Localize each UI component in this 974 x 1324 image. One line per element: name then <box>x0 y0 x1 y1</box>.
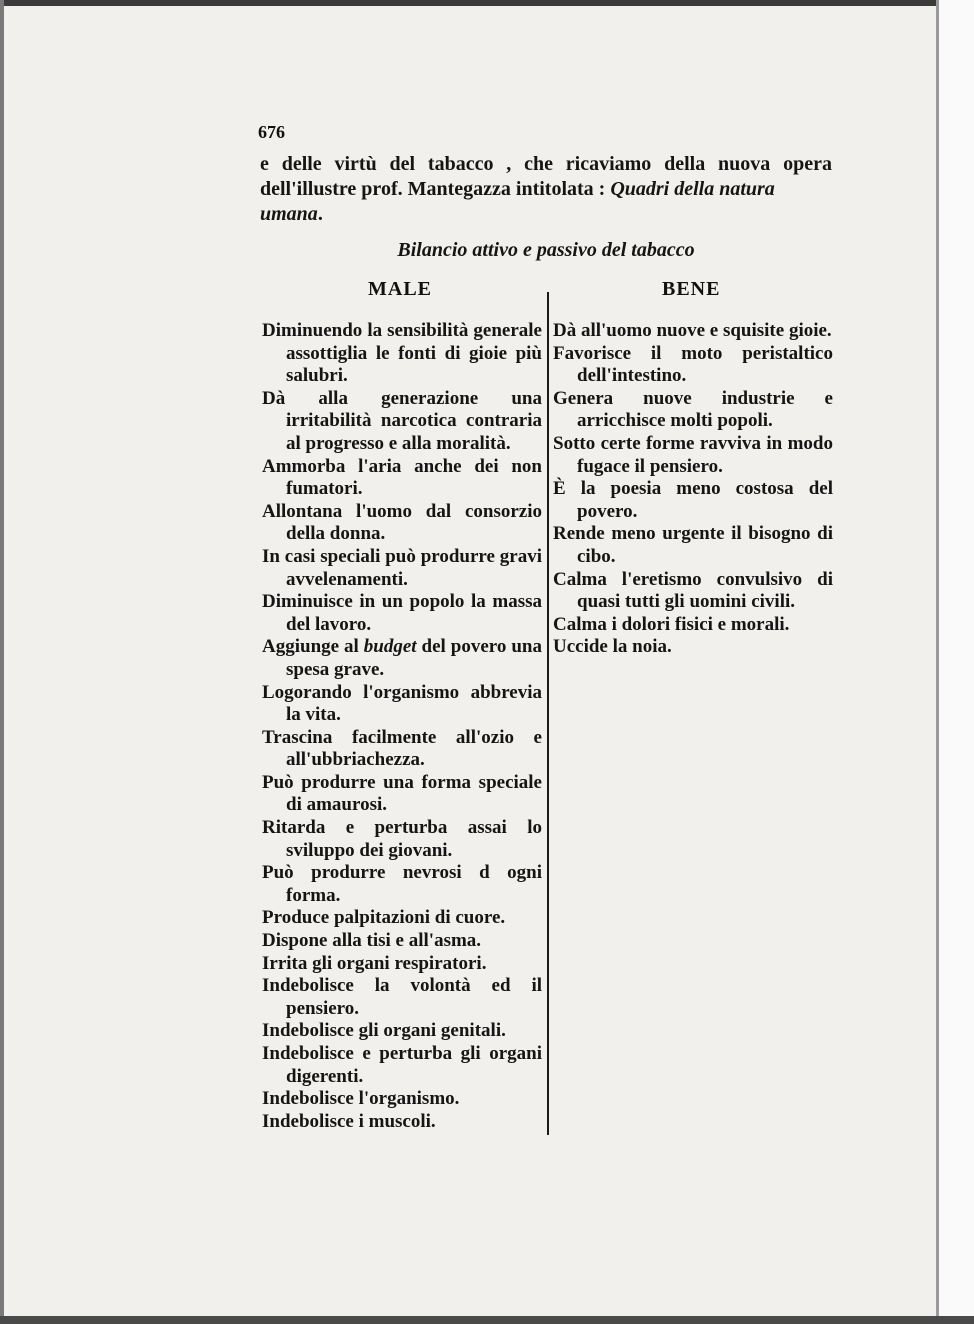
intro-line-2 <box>260 177 832 202</box>
male-entry: Indebolisce gli organi genitali. <box>262 1020 506 1042</box>
bene-entry: Rende meno urgente il bisogno di cibo. <box>553 523 833 567</box>
bene-column <box>553 320 833 659</box>
scan-edge-right <box>936 0 974 1324</box>
bene-entry: Uccide la noia. <box>553 636 672 658</box>
scan-edge-bottom <box>0 1316 974 1324</box>
male-entry: Indebolisce e perturba gli organi digerenti. <box>262 1043 542 1087</box>
work-title-part2: umana <box>260 203 318 225</box>
intro-paragraph <box>260 152 832 227</box>
table-title: Bilancio attivo e passivo del tabacco <box>397 239 695 261</box>
intro-line-1: e delle virtù del tabacco , che ricaviamo della nuova opera <box>260 153 832 175</box>
bene-entry: Dà all'uomo nuove e squisite gioie. <box>553 320 832 341</box>
heading-male: MALE <box>368 278 432 300</box>
male-entry: In casi speciali può produrre gravi avvelenamenti. <box>262 545 542 590</box>
male-column <box>262 320 542 1133</box>
bene-entry: È la poesia meno costosa del povero. <box>553 478 833 522</box>
male-entry: Aggiunge al budget del povero una spesa grave. <box>262 636 542 680</box>
male-entry: Ritarda e perturba assai lo sviluppo dei giovani. <box>262 817 542 861</box>
intro-line-3 <box>260 202 832 227</box>
male-entry: Indebolisce l'organismo. <box>262 1088 460 1110</box>
heading-bene: BENE <box>662 278 721 300</box>
work-title-part1: Quadri della natura <box>610 178 775 200</box>
page-number: 676 <box>258 122 285 142</box>
male-entry: Logorando l'organismo abbrevia la vita. <box>262 681 542 726</box>
bene-entry: Sotto certe forme ravviva in modo fugace il pensiero. <box>553 432 833 477</box>
male-entry: Diminuendo la sensibilità generale assottiglia le fonti di gioie più salubri. <box>262 320 542 387</box>
male-entry: Trascina facilmente all'ozio e all'ubbriachezza. <box>262 726 542 771</box>
bene-entry: Genera nuove industrie e arricchisce molti popoli. <box>553 387 833 432</box>
column-divider <box>547 292 549 1135</box>
male-entry: Indebolisce la volontà ed il pensiero. <box>262 975 542 1019</box>
male-entry: Allontana l'uomo dal consorzio della donna. <box>262 500 542 545</box>
bene-entry: Calma l'eretismo convulsivo di quasi tutti gli uomini civili. <box>553 568 833 613</box>
male-entry: Dà alla generazione una irritabilità narcotica contraria al progresso e alla moralità. <box>262 387 542 454</box>
male-entry: Dispone alla tisi e all'asma. <box>262 930 482 952</box>
male-entry: Può produrre una forma speciale di amaurosi. <box>262 771 542 816</box>
male-entry: Può produrre nevrosi d ogni forma. <box>262 862 542 906</box>
male-entry: Indebolisce i muscoli. <box>262 1110 436 1132</box>
bene-entry: Favorisce il moto peristaltico dell'intestino. <box>553 342 833 387</box>
male-entry: Irrita gli organi respiratori. <box>262 952 487 974</box>
bene-entry: Calma i dolori fisici e morali. <box>553 613 790 635</box>
male-entry: Ammorba l'aria anche dei non fumatori. <box>262 455 542 500</box>
male-entry: Diminuisce in un popolo la massa del lavoro. <box>262 591 542 635</box>
scan-edge-left <box>0 0 4 1324</box>
male-entry: Produce palpitazioni di cuore. <box>262 907 506 929</box>
intro-line-2-text: dell'illustre prof. Mantegazza intitolata : <box>260 178 611 200</box>
scan-edge-top <box>0 0 974 6</box>
intro-end-punct: . <box>317 203 323 225</box>
